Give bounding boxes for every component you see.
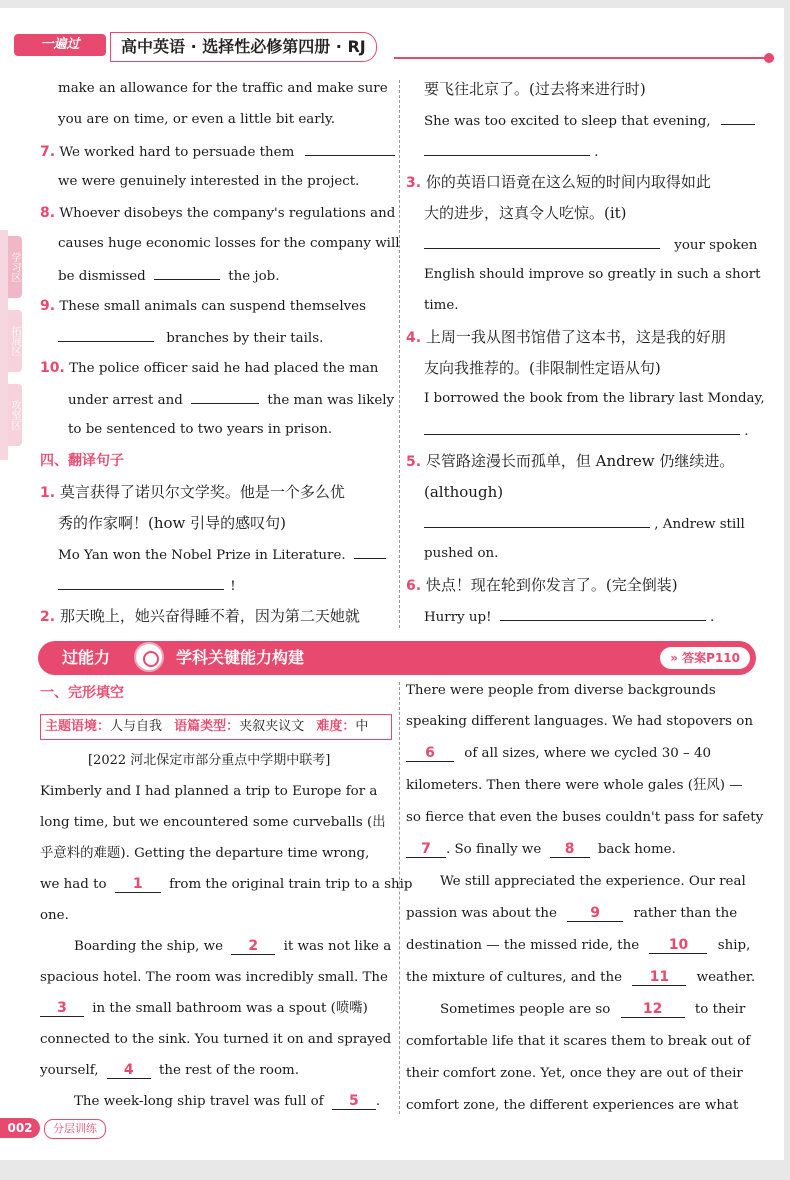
topic-key: 主题语境： — [45, 719, 111, 734]
question-number: 2. — [40, 609, 56, 625]
cloze-blank-7[interactable]: 7 — [406, 841, 446, 858]
text-line: speaking different languages. We had stopovers on — [406, 714, 753, 729]
text-span: Boarding the ship, we — [74, 939, 224, 954]
question-text: 上周一我从图书馆借了这本书，这是我的好朋 — [425, 328, 726, 346]
text-line — [406, 904, 737, 924]
text-line — [40, 1061, 299, 1081]
side-tab-attack: 攻坚区 — [8, 384, 22, 446]
answer-blank[interactable] — [58, 327, 154, 342]
text-line: to be sentenced to two years in prison. — [68, 422, 333, 437]
question-number: 1. — [40, 485, 56, 501]
text-span: weather. — [696, 970, 756, 985]
page-frame-right — [784, 0, 790, 1180]
side-tab-extend: 拓展区 — [8, 310, 22, 372]
cloze-blank-4[interactable]: 4 — [107, 1062, 151, 1079]
text-line — [424, 141, 599, 161]
question-7 — [40, 141, 395, 161]
answer-blank[interactable] — [154, 265, 220, 280]
text-line: comfort zone, the different experiences are what — [406, 1098, 739, 1113]
text-line — [58, 265, 279, 285]
cloze-blank-3[interactable]: 3 — [40, 1000, 84, 1017]
text-line — [68, 389, 394, 409]
topic-line — [45, 715, 368, 739]
question-text: 莫言获得了诺贝尔文学奖。他是一个多么优 — [59, 483, 345, 501]
text-line — [406, 936, 750, 956]
answer-blank[interactable] — [305, 141, 395, 156]
answer-blank[interactable] — [500, 606, 706, 621]
side-tab-study: 学习区 — [8, 236, 22, 298]
text-line: time. — [424, 298, 459, 313]
translate-4 — [406, 327, 726, 347]
period: . — [375, 1094, 381, 1109]
text-line — [58, 544, 386, 564]
text-span: rather than the — [633, 906, 738, 921]
text-span: destination — the missed ride, the — [406, 938, 640, 953]
question-text: The police officer said he had placed the man — [69, 361, 379, 376]
cloze-blank-10[interactable]: 10 — [649, 937, 707, 954]
question-text: Whoever disobeys the company's regulations and — [59, 206, 396, 221]
text-span: back home. — [597, 842, 676, 857]
cloze-blank-5[interactable]: 5 — [332, 1093, 376, 1110]
translate-3 — [406, 172, 711, 192]
question-text: 尽管路途漫长而孤单，但 Andrew 仍继续进。 — [425, 452, 735, 470]
text-line — [58, 327, 323, 347]
section-banner — [38, 641, 756, 675]
text-line: you are on time, or even a little bit early. — [58, 112, 335, 127]
cloze-blank-12[interactable]: 12 — [621, 1001, 685, 1018]
text-span: The week-long ship travel was full of — [74, 1094, 324, 1109]
text-span: of all sizes, where we cycled 30 – 40 — [464, 746, 711, 761]
column-divider-top — [399, 80, 400, 628]
answer-blank[interactable] — [721, 110, 755, 125]
translate-5 — [406, 451, 734, 471]
banner-left-label: 过能力 — [62, 648, 111, 667]
question-text: 你的英语口语竟在这么短的时间内取得如此 — [425, 173, 711, 191]
question-number: 8. — [40, 205, 56, 221]
text-span: in the small bathroom was a spout (喷嘴) — [92, 1001, 368, 1016]
text-line: their comfort zone. Yet, once they are out of their — [406, 1066, 743, 1081]
text-line: connected to the sink. You turned it on and sprayed — [40, 1032, 392, 1047]
text-line — [424, 513, 745, 533]
text-line: 友向我推荐的。(非限制性定语从句) — [424, 359, 661, 377]
text-line: I borrowed the book from the library last Monday, — [424, 391, 765, 406]
text-line — [440, 1000, 745, 1020]
answer-page-link[interactable]: » 答案P110 — [660, 647, 750, 669]
column-divider-bottom — [399, 682, 400, 1114]
text-line — [424, 110, 755, 130]
text-line: 要飞往北京了。(过去将来进行时) — [424, 80, 646, 98]
text-line — [424, 606, 714, 626]
text-span: . — [710, 610, 715, 625]
translate-2 — [40, 606, 360, 626]
text-span: ! — [230, 579, 236, 594]
cloze-blank-11[interactable]: 11 — [632, 969, 686, 986]
text-line — [74, 1092, 380, 1112]
text-line — [58, 575, 236, 595]
banner-title: 学科关键能力构建 — [176, 648, 305, 667]
text-line: kilometers. Then there were whole gales (狂风) — — [406, 778, 743, 793]
question-number: 6. — [406, 578, 422, 594]
text-span: Mo Yan won the Nobel Prize in Literature. — [58, 548, 346, 563]
question-number: 10. — [40, 360, 65, 376]
text-line: 乎意料的难题). Getting the departure time wrong, — [40, 846, 370, 861]
book-title: 高中英语 · 选择性必修第四册 · RJ — [110, 32, 377, 62]
text-span: the mixture of cultures, and the — [406, 970, 623, 985]
answer-blank[interactable] — [424, 141, 590, 156]
text-span: ship, — [717, 938, 751, 953]
question-number: 3. — [406, 175, 422, 191]
difficulty-value: 中 — [355, 719, 369, 734]
text-line — [74, 937, 391, 957]
genre-value: 夹叙夹议文 — [239, 719, 305, 734]
text-span: it was not like a — [283, 939, 392, 954]
question-number: 7. — [40, 144, 56, 160]
question-text: 快点！现在轮到你发言了。(完全倒装) — [425, 576, 678, 594]
topic-box — [40, 714, 392, 740]
text-line: causes huge economic losses for the company will — [58, 236, 400, 251]
question-9 — [40, 296, 366, 316]
series-logo: 一遍过 — [14, 34, 106, 56]
text-line — [40, 875, 412, 895]
text-line — [406, 968, 755, 988]
cloze-blank-6[interactable]: 6 — [406, 745, 454, 762]
page-frame-bottom — [0, 1160, 790, 1180]
question-text: 那天晚上，她兴奋得睡不着，因为第二天她就 — [59, 607, 360, 625]
question-number: 4. — [406, 330, 422, 346]
medal-icon — [134, 642, 164, 672]
text-line: make an allowance for the traffic and make sure — [58, 81, 388, 96]
source-note: [2022 河北保定市部分重点中学期中联考] — [88, 753, 331, 768]
section-heading-translate: 四、翻译句子 — [40, 453, 124, 469]
text-line: comfortable life that it scares them to break out of — [406, 1034, 751, 1049]
text-line: 大的进步，这真令人吃惊。(it) — [424, 204, 627, 222]
text-line: English should improve so greatly in such a short — [424, 267, 761, 282]
text-line: spacious hotel. The room was incredibly small. The — [40, 970, 388, 985]
text-span: branches by their tails. — [166, 331, 324, 346]
section-heading-cloze: 一、完形填空 — [40, 685, 124, 701]
page-number: 002 — [0, 1118, 40, 1138]
question-text: These small animals can suspend themselves — [59, 299, 366, 314]
cloze-blank-2[interactable]: 2 — [231, 938, 275, 955]
text-span: , Andrew still — [654, 517, 745, 532]
text-span: . — [594, 145, 599, 160]
text-span: the man was likely — [267, 393, 395, 408]
topic-value: 人与自我 — [110, 719, 163, 734]
text-span: we had to — [40, 877, 107, 892]
text-line: pushed on. — [424, 546, 499, 561]
footer-label: 分层训练 — [44, 1119, 106, 1139]
text-span: passion was about the — [406, 906, 557, 921]
text-line: long time, but we encountered some curveballs (出 — [40, 815, 386, 830]
cloze-blank-8[interactable]: 8 — [550, 841, 590, 858]
text-line: one. — [40, 908, 69, 923]
text-span: . So finally we — [446, 842, 542, 857]
text-line — [406, 840, 676, 860]
translate-1 — [40, 482, 345, 502]
answer-blank[interactable] — [424, 513, 650, 528]
text-span: from the original train trip to a ship — [169, 877, 413, 892]
answer-blank[interactable] — [424, 420, 740, 435]
answer-blank[interactable] — [424, 234, 660, 249]
text-span: Hurry up! — [424, 610, 492, 625]
text-span: your spoken — [674, 238, 758, 253]
translate-6 — [406, 575, 678, 595]
question-number: 9. — [40, 298, 56, 314]
text-span: Sometimes people are so — [440, 1002, 611, 1017]
cloze-blank-1[interactable]: 1 — [115, 876, 161, 893]
text-line — [424, 420, 749, 440]
text-span: under arrest and — [68, 393, 183, 408]
text-line — [406, 744, 711, 764]
cloze-blank-9[interactable]: 9 — [567, 905, 623, 922]
text-span: to their — [694, 1002, 746, 1017]
text-line: There were people from diverse backgrounds — [406, 683, 716, 698]
text-span: the rest of the room. — [159, 1063, 299, 1078]
text-line — [40, 999, 368, 1019]
question-8 — [40, 203, 395, 223]
page-header — [14, 30, 774, 64]
text-line: We still appreciated the experience. Our real — [440, 874, 746, 889]
text-span: the job. — [228, 269, 280, 284]
header-rule — [394, 57, 774, 59]
difficulty-key: 难度： — [316, 719, 356, 734]
answer-blank[interactable] — [191, 389, 259, 404]
text-span: be dismissed — [58, 269, 146, 284]
header-dot — [764, 53, 774, 63]
genre-key: 语篇类型： — [174, 719, 240, 734]
question-10 — [40, 358, 378, 378]
text-line: we were genuinely interested in the project. — [58, 174, 360, 189]
question-number: 5. — [406, 454, 422, 470]
text-line: (although) — [424, 483, 504, 501]
text-span: . — [744, 424, 749, 439]
text-line: so fierce that even the buses couldn't pass for safety — [406, 810, 764, 825]
answer-blank[interactable] — [354, 544, 386, 559]
question-text: We worked hard to persuade them — [59, 145, 295, 160]
answer-blank[interactable] — [58, 575, 224, 590]
text-line: 秀的作家啊！(how 引导的感叹句) — [58, 514, 287, 532]
text-span: yourself, — [40, 1063, 99, 1078]
text-span: She was too excited to sleep that evening, — [424, 114, 711, 129]
text-line — [424, 234, 757, 254]
text-line: Kimberly and I had planned a trip to Europe for a — [40, 784, 378, 799]
page-frame-top — [0, 0, 790, 8]
